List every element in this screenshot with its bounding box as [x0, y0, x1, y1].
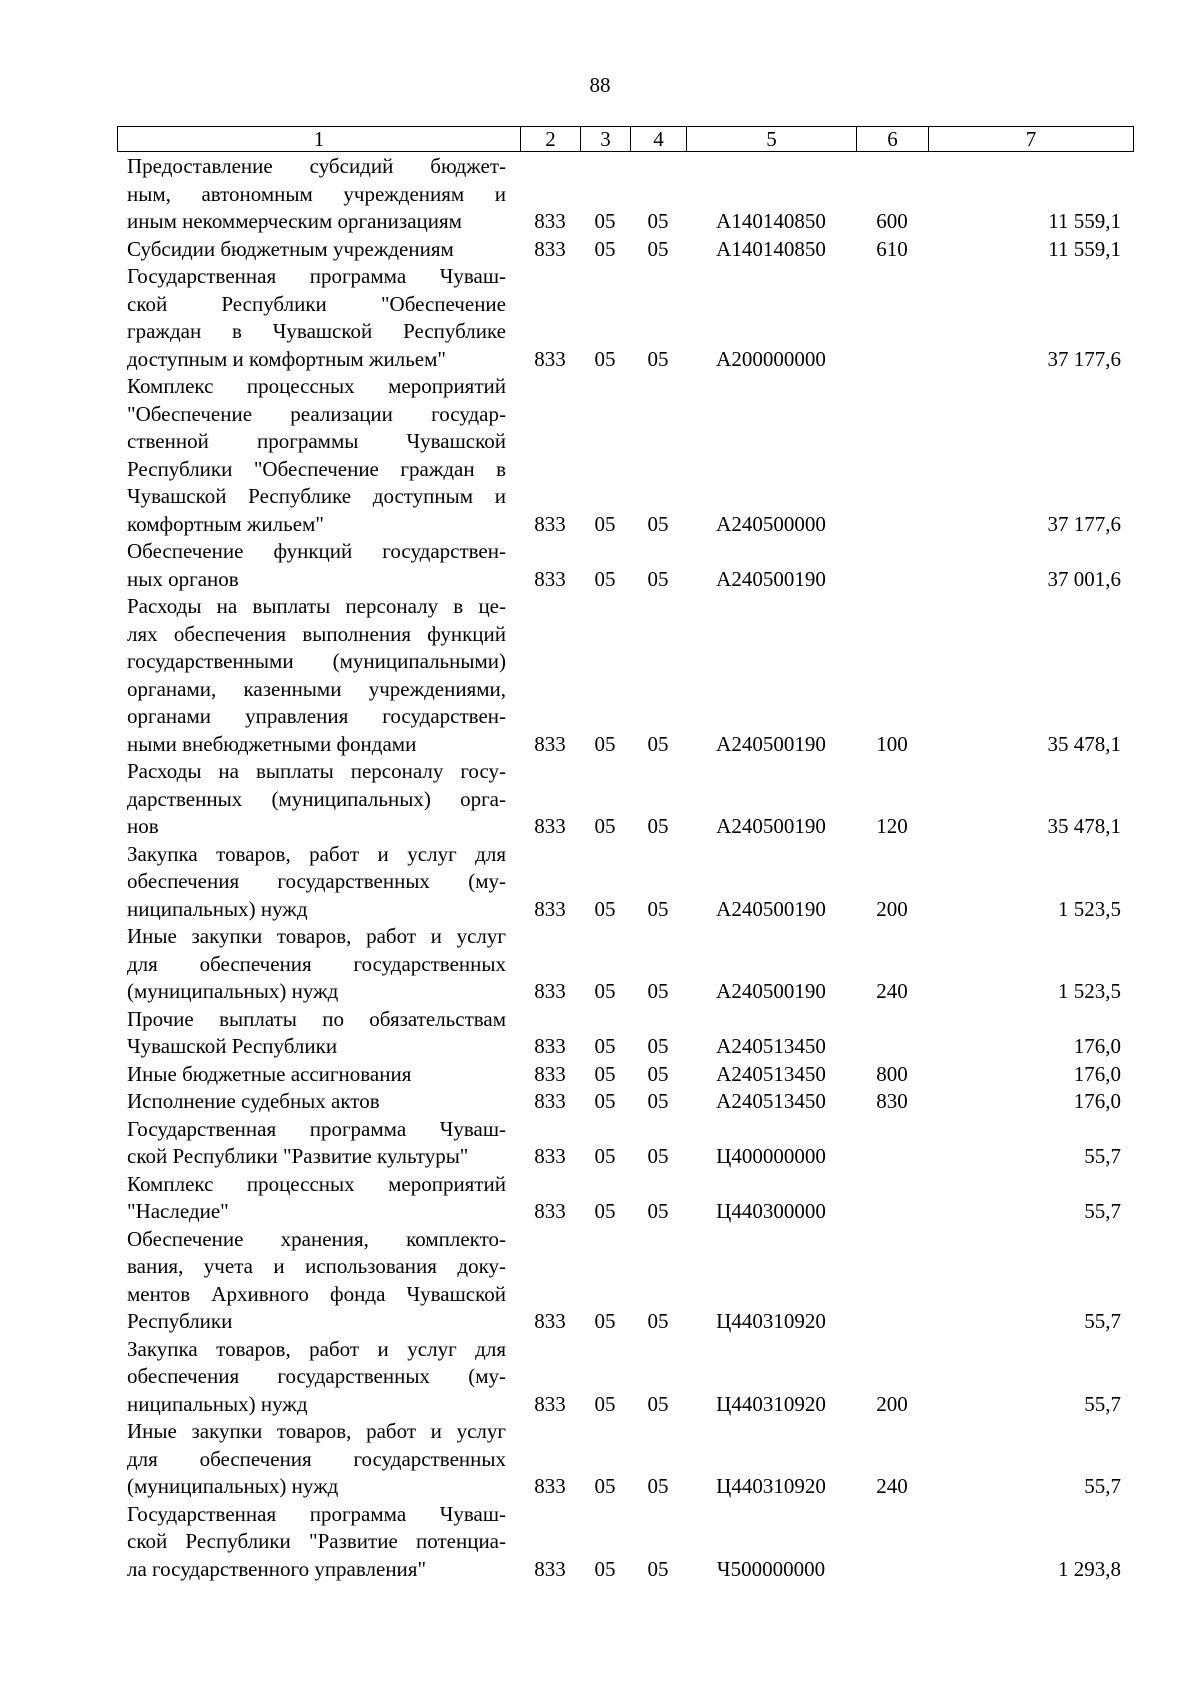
row-section-code: 05: [594, 1144, 616, 1168]
row-section-code: 05: [594, 1309, 616, 1333]
row-section-code: 05: [594, 566, 616, 591]
column-header-table: [117, 126, 1134, 152]
row-expense-type-code: 610: [876, 236, 908, 261]
description-line: государственными (муниципальными): [127, 649, 506, 673]
row-ministry-code: 833: [534, 1391, 566, 1416]
row-ministry-code: 833: [534, 566, 566, 591]
row-subsection-code: 05: [647, 896, 669, 921]
row-subsection-code: 05: [647, 209, 669, 233]
table-row: [117, 263, 1133, 373]
description-line: ниципальных) нужд: [127, 1391, 308, 1416]
column-header-7: 7: [929, 127, 1134, 152]
row-ministry-code: 833: [534, 236, 566, 261]
row-description: [117, 538, 520, 593]
row-expense-type-code: 120: [876, 814, 908, 838]
table-row: [117, 1418, 1133, 1501]
description-line: Расходы на выплаты персоналу госу-: [127, 759, 506, 783]
description-line: ментов Архивного фонда Чувашской: [127, 1281, 506, 1306]
budget-table-body: [117, 153, 1133, 1583]
description-line: органами управления государствен-: [127, 704, 506, 728]
description-line: нов: [127, 814, 159, 838]
row-subsection-code: 05: [647, 1556, 669, 1581]
row-section-code: 05: [594, 1474, 616, 1498]
description-line: (муниципальных) нужд: [127, 1474, 339, 1498]
row-subsection-code: 05: [647, 1089, 669, 1113]
row-section-code: 05: [594, 346, 616, 371]
row-section-code: 05: [594, 1061, 616, 1086]
row-target-article-code: А240500000: [716, 511, 826, 536]
row-amount: 55,7: [1084, 1199, 1121, 1223]
column-header-1: 1: [118, 127, 521, 152]
description-line: органами, казенными учреждениями,: [127, 676, 506, 701]
row-target-article-code: А140140850: [716, 236, 826, 261]
row-amount: 37 001,6: [1047, 566, 1121, 591]
row-ministry-code: 833: [534, 1144, 566, 1168]
row-description: [117, 1116, 520, 1171]
description-line: для обеспечения государственных: [127, 951, 506, 976]
description-line: доступным и комфортным жильем": [127, 346, 446, 371]
row-ministry-code: 833: [534, 1199, 566, 1223]
description-line: Предоставление субсидий бюджет-: [127, 154, 506, 178]
table-row: [117, 1336, 1133, 1419]
description-line: ла государственного управления": [127, 1556, 427, 1581]
page-number: 88: [589, 73, 611, 97]
row-amount: 35 478,1: [1047, 814, 1121, 838]
row-subsection-code: 05: [647, 1309, 669, 1333]
row-description: [117, 1061, 520, 1089]
description-line: Прочие выплаты по обязательствам: [127, 1006, 506, 1031]
row-subsection-code: 05: [647, 1034, 669, 1058]
description-line: обеспечения государственных (му-: [127, 869, 506, 893]
row-section-code: 05: [594, 814, 616, 838]
row-amount: 55,7: [1084, 1144, 1121, 1168]
description-line: для обеспечения государственных: [127, 1446, 506, 1471]
row-subsection-code: 05: [647, 566, 669, 591]
row-section-code: 05: [594, 979, 616, 1003]
row-target-article-code: А240500190: [716, 566, 826, 591]
row-target-article-code: А240513450: [716, 1034, 826, 1058]
row-amount: 11 559,1: [1048, 209, 1121, 233]
table-row: [117, 1171, 1133, 1226]
row-ministry-code: 833: [534, 896, 566, 921]
row-expense-type-code: 200: [876, 896, 908, 921]
row-ministry-code: 833: [534, 1034, 566, 1058]
row-description: [117, 1006, 520, 1061]
row-section-code: 05: [594, 1034, 616, 1058]
description-line: Закупка товаров, работ и услуг для: [127, 1336, 506, 1361]
row-description: [117, 236, 520, 264]
row-section-code: 05: [594, 209, 616, 233]
description-line: ниципальных) нужд: [127, 896, 308, 921]
table-row: [117, 841, 1133, 924]
row-description: [117, 1088, 520, 1116]
row-amount: 176,0: [1073, 1034, 1121, 1058]
description-line: Республики "Обеспечение граждан в: [127, 456, 506, 481]
row-target-article-code: Ч500000000: [716, 1556, 826, 1581]
row-description: [117, 923, 520, 1006]
row-target-article-code: А240513450: [716, 1089, 826, 1113]
description-line: ными внебюджетными фондами: [127, 731, 417, 756]
row-expense-type-code: 800: [876, 1061, 908, 1086]
row-target-article-code: А140140850: [716, 209, 826, 233]
column-header-5: 5: [687, 127, 857, 152]
column-header-6: 6: [857, 127, 929, 152]
description-line: граждан в Чувашской Республике: [127, 319, 506, 343]
column-header-2: 2: [521, 127, 581, 152]
row-section-code: 05: [594, 1556, 616, 1581]
row-amount: 1 523,5: [1058, 979, 1121, 1003]
row-subsection-code: 05: [647, 1061, 669, 1086]
row-ministry-code: 833: [534, 346, 566, 371]
table-row: [117, 1501, 1133, 1584]
row-amount: 37 177,6: [1047, 511, 1121, 536]
row-amount: 176,0: [1073, 1089, 1121, 1113]
description-line: (муниципальных) нужд: [127, 979, 339, 1003]
row-description: [117, 1418, 520, 1501]
table-row: [117, 538, 1133, 593]
description-line: ской Республики "Развитие культуры": [127, 1144, 469, 1168]
description-line: Субсидии бюджетным учреждениям: [127, 236, 454, 261]
row-ministry-code: 833: [534, 1309, 566, 1333]
row-subsection-code: 05: [647, 979, 669, 1003]
row-amount: 55,7: [1084, 1391, 1121, 1416]
description-line: Обеспечение хранения, комплекто-: [127, 1226, 506, 1251]
description-line: вания, учета и использования доку-: [127, 1254, 506, 1278]
row-expense-type-code: 600: [876, 209, 908, 233]
row-ministry-code: 833: [534, 511, 566, 536]
row-amount: 55,7: [1084, 1474, 1121, 1498]
row-description: [117, 1226, 520, 1336]
row-description: [117, 373, 520, 538]
row-target-article-code: Ц440310920: [716, 1309, 826, 1333]
row-target-article-code: А240513450: [716, 1061, 826, 1086]
row-amount: 55,7: [1084, 1309, 1121, 1333]
row-section-code: 05: [594, 511, 616, 536]
row-description: [117, 593, 520, 758]
description-line: лях обеспечения выполнения функций: [127, 621, 506, 646]
table-row: [117, 1088, 1133, 1116]
row-target-article-code: Ц440300000: [716, 1199, 826, 1223]
description-line: "Обеспечение реализации государ-: [127, 401, 506, 426]
row-description: [117, 1336, 520, 1419]
row-subsection-code: 05: [647, 346, 669, 371]
description-line: ской Республики "Развитие потенциа-: [127, 1529, 506, 1553]
description-line: Иные бюджетные ассигнования: [127, 1061, 412, 1086]
column-header-row: [118, 127, 1134, 152]
description-line: Исполнение судебных актов: [127, 1089, 380, 1113]
row-subsection-code: 05: [647, 1144, 669, 1168]
row-section-code: 05: [594, 1199, 616, 1223]
row-target-article-code: А240500190: [716, 731, 826, 756]
row-expense-type-code: 100: [876, 731, 908, 756]
row-target-article-code: А240500190: [716, 979, 826, 1003]
table-row: [117, 758, 1133, 841]
description-line: Иные закупки товаров, работ и услуг: [127, 1419, 506, 1443]
row-section-code: 05: [594, 1391, 616, 1416]
description-line: Чувашской Республике доступным и: [127, 484, 506, 508]
row-description: [117, 263, 520, 373]
table-row: [117, 1226, 1133, 1336]
row-ministry-code: 833: [534, 1474, 566, 1498]
row-ministry-code: 833: [534, 814, 566, 838]
description-line: Иные закупки товаров, работ и услуг: [127, 924, 506, 948]
column-header-3: 3: [581, 127, 631, 152]
row-subsection-code: 05: [647, 1199, 669, 1223]
row-amount: 37 177,6: [1047, 346, 1121, 371]
table-row: [117, 1061, 1133, 1089]
row-ministry-code: 833: [534, 1556, 566, 1581]
row-target-article-code: Ц400000000: [716, 1144, 826, 1168]
row-target-article-code: Ц440310920: [716, 1391, 826, 1416]
table-row: [117, 236, 1133, 264]
row-subsection-code: 05: [647, 236, 669, 261]
row-expense-type-code: 240: [876, 1474, 908, 1498]
row-ministry-code: 833: [534, 209, 566, 233]
row-description: [117, 1171, 520, 1226]
row-expense-type-code: 240: [876, 979, 908, 1003]
table-row: [117, 593, 1133, 758]
row-target-article-code: А240500190: [716, 814, 826, 838]
row-description: [117, 841, 520, 924]
row-amount: 11 559,1: [1048, 236, 1121, 261]
description-line: ных органов: [127, 566, 239, 591]
table-row: [117, 923, 1133, 1006]
row-subsection-code: 05: [647, 814, 669, 838]
row-ministry-code: 833: [534, 731, 566, 756]
description-line: иным некоммерческим организациям: [127, 209, 462, 233]
row-amount: 1 523,5: [1058, 896, 1121, 921]
description-line: Обеспечение функций государствен-: [127, 539, 506, 563]
description-line: ственной программы Чувашской: [127, 429, 506, 453]
row-subsection-code: 05: [647, 1474, 669, 1498]
description-line: дарственных (муниципальных) орга-: [127, 786, 506, 811]
table-row: [117, 1006, 1133, 1061]
description-line: обеспечения государственных (му-: [127, 1364, 506, 1388]
row-section-code: 05: [594, 236, 616, 261]
description-line: ным, автономным учреждениям и: [127, 181, 506, 206]
row-section-code: 05: [594, 731, 616, 756]
row-description: [117, 153, 520, 236]
row-ministry-code: 833: [534, 979, 566, 1003]
row-target-article-code: А240500190: [716, 896, 826, 921]
description-line: Расходы на выплаты персоналу в це-: [127, 594, 506, 618]
description-line: Республики: [127, 1309, 233, 1333]
row-section-code: 05: [594, 896, 616, 921]
row-target-article-code: Ц440310920: [716, 1474, 826, 1498]
description-line: Комплекс процессных мероприятий: [127, 1171, 506, 1196]
row-ministry-code: 833: [534, 1089, 566, 1113]
row-section-code: 05: [594, 1089, 616, 1113]
description-line: комфортным жильем": [127, 511, 324, 536]
row-ministry-code: 833: [534, 1061, 566, 1086]
row-subsection-code: 05: [647, 731, 669, 756]
description-line: Государственная программа Чуваш-: [127, 264, 506, 288]
table-row: [117, 1116, 1133, 1171]
table-row: [117, 153, 1133, 236]
table-row: [117, 373, 1133, 538]
description-line: Комплекс процессных мероприятий: [127, 374, 506, 398]
row-expense-type-code: 830: [876, 1089, 908, 1113]
description-line: ской Республики "Обеспечение: [127, 291, 506, 316]
row-subsection-code: 05: [647, 1391, 669, 1416]
row-amount: 176,0: [1073, 1061, 1121, 1086]
row-description: [117, 758, 520, 841]
description-line: Чувашской Республики: [127, 1034, 338, 1058]
row-description: [117, 1501, 520, 1584]
description-line: "Наследие": [127, 1199, 229, 1223]
row-expense-type-code: 200: [876, 1391, 908, 1416]
row-amount: 1 293,8: [1058, 1556, 1121, 1581]
description-line: Государственная программа Чуваш-: [127, 1501, 506, 1526]
description-line: Государственная программа Чуваш-: [127, 1116, 506, 1141]
column-header-4: 4: [631, 127, 687, 152]
description-line: Закупка товаров, работ и услуг для: [127, 841, 506, 866]
row-amount: 35 478,1: [1047, 731, 1121, 756]
row-subsection-code: 05: [647, 511, 669, 536]
row-target-article-code: А200000000: [716, 346, 826, 371]
